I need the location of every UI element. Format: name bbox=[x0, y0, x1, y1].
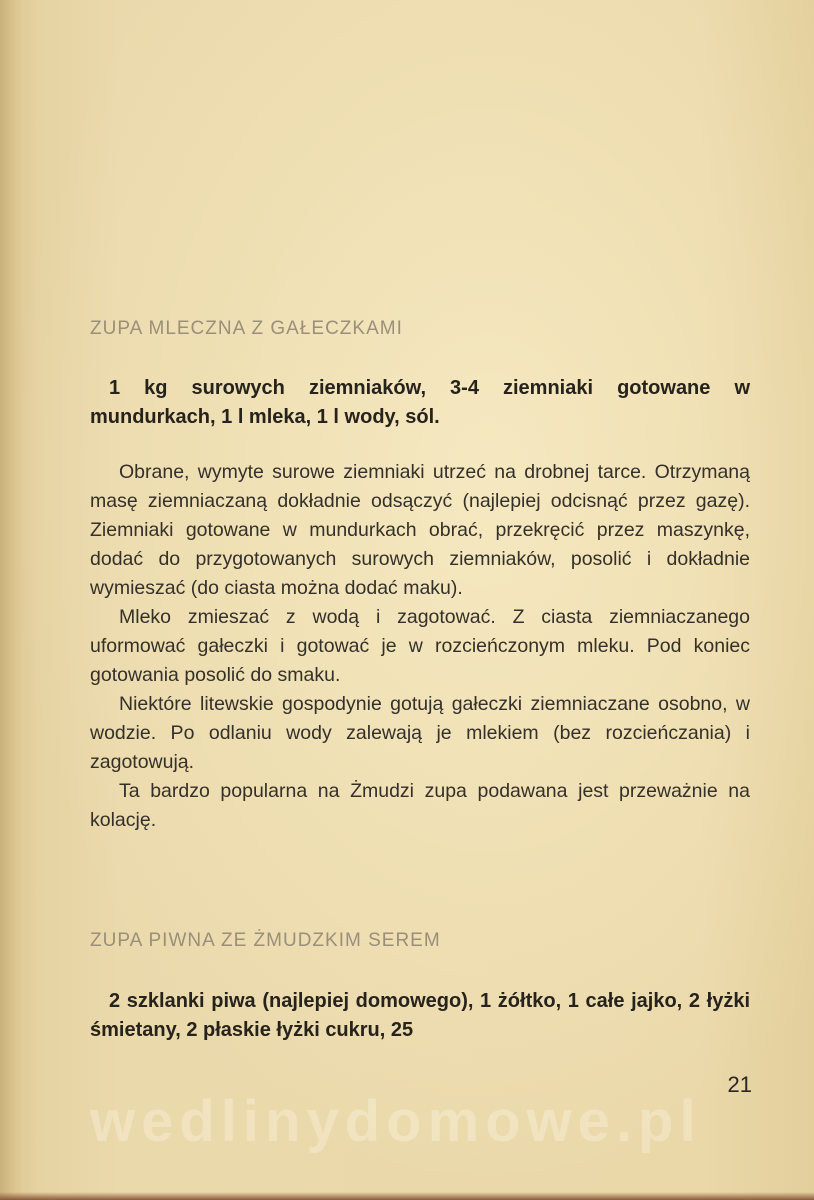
recipe-title-milk-soup: ZUPA MLECZNA Z GAŁECZKAMI bbox=[90, 318, 403, 339]
instruction-paragraph: Niektóre litewskie gospodynie gotują gałeczki ziemniaczane osobno, w wodzie. Po odlaniu wody zalewają je mlekiem (bez rozcieńczania) i zagotowują. bbox=[90, 693, 750, 773]
ingredients-beer-soup: 2 szklanki piwa (najlepiej domowego), 1 żółtko, 1 całe jajko, 2 łyżki śmietany, 2 płaskie łyżki cukru, 25 bbox=[90, 990, 750, 1041]
ingredients-milk-soup: 1 kg surowych ziemniaków, 3-4 ziemniaki gotowane w mundurkach, 1 l mleka, 1 l wody, sól. bbox=[90, 377, 750, 428]
page-bottom-edge bbox=[0, 1192, 814, 1200]
instruction-paragraph: Obrane, wymyte surowe ziemniaki utrzeć na drobnej tarce. Otrzymaną masę ziemniaczaną dokładnie odsączyć (najlepiej odcisnąć przez gazę). Ziemniaki gotowane w mundurkach obrać, przekręcić przez maszynkę, dodać do przygotowanych surowych ziemniaków, posolić i dokładnie wymieszać (do ciasta można dodać maku). bbox=[90, 461, 750, 599]
instruction-paragraph: Mleko zmieszać z wodą i zagotować. Z ciasta ziemniaczanego uformować gałeczki i gotować je w rozcieńczonym mleku. Pod koniec gotowania posolić do smaku. bbox=[90, 606, 750, 686]
instruction-paragraph: Ta bardzo popularna na Żmudzi zupa podawana jest przeważnie na kolację. bbox=[90, 780, 750, 831]
book-spine-shadow bbox=[0, 0, 22, 1200]
instructions-milk-soup bbox=[90, 458, 750, 835]
watermark: wedlinydomowe.pl bbox=[90, 1089, 702, 1154]
recipe-title-beer-soup: ZUPA PIWNA ZE ŻMUDZKIM SEREM bbox=[90, 930, 441, 951]
page-number: 21 bbox=[727, 1072, 752, 1097]
